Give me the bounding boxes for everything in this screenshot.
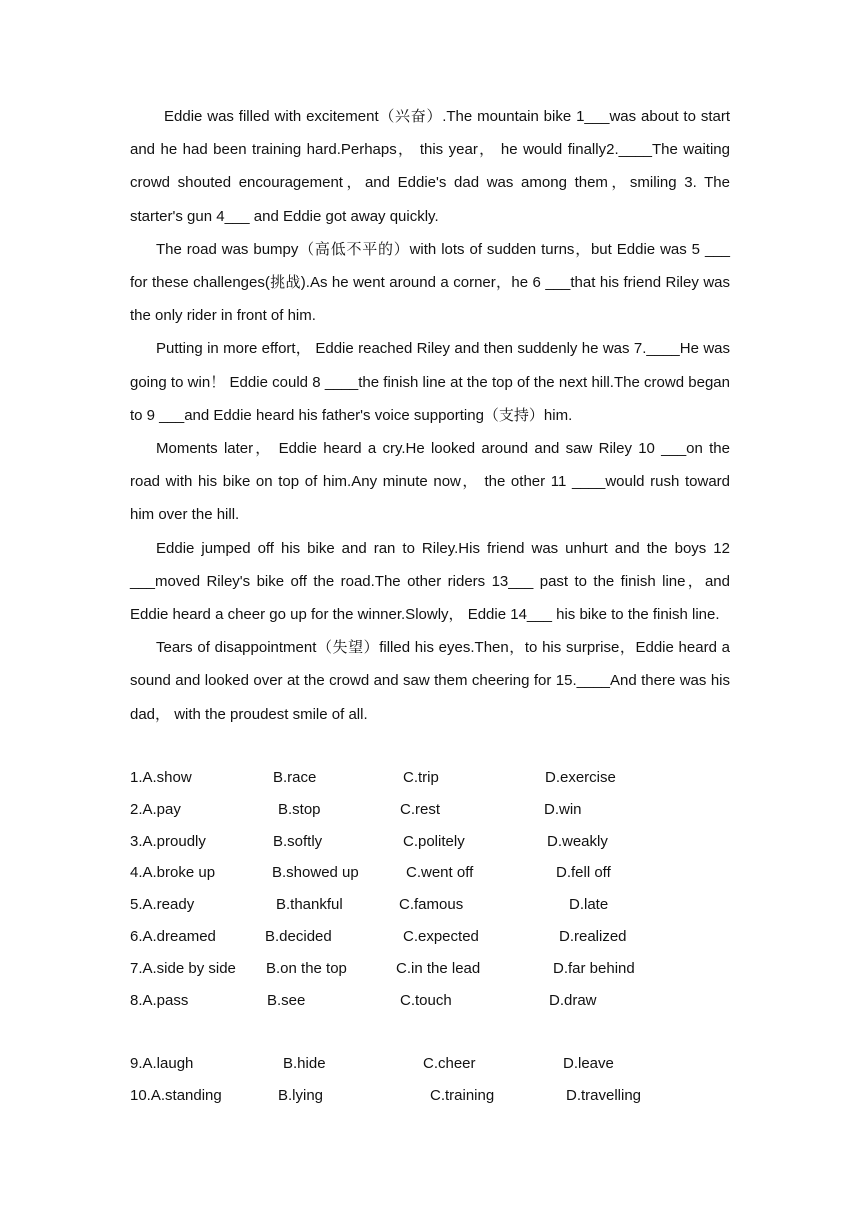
option-d: D.far behind [553, 959, 635, 977]
paragraph-4: Moments later， Eddie heard a cry.He looked around and saw Riley 10 ___on the road with his bike on top of him.Any minute now， the other 11 ____would rush toward him over the hill. [130, 440, 730, 524]
option-c: C.rest [400, 800, 441, 818]
option-a: 6.A.dreamed [130, 927, 216, 945]
option-d: D.win [544, 800, 582, 818]
option-row-8 [130, 985, 730, 1017]
option-a: 10.A.standing [130, 1086, 222, 1104]
option-row-4 [130, 857, 730, 889]
paragraph-5: Eddie jumped off his bike and ran to Riley.His friend was unhurt and the boys 12 ___moved Riley's bike off the road.The other riders 13___ past to the finish line，and Eddie heard a cheer go up for the winner.Slowly， Eddie 14___ his bike to the finish line. [130, 539, 730, 624]
option-b: B.softly [273, 832, 323, 850]
option-a: 8.A.pass [130, 991, 189, 1009]
option-b: B.see [267, 991, 306, 1009]
option-d: D.draw [549, 991, 597, 1009]
option-c: C.trip [403, 769, 439, 786]
option-row-6 [130, 921, 730, 953]
option-c: C.politely [403, 832, 465, 850]
option-b: B.lying [278, 1086, 324, 1104]
option-c: C.went off [406, 864, 474, 882]
answer-options [130, 762, 730, 1112]
option-d: D.leave [563, 1055, 614, 1073]
option-b: B.hide [283, 1055, 326, 1073]
option-b: B.decided [265, 927, 332, 945]
option-b: B.thankful [276, 896, 343, 914]
option-d: D.travelling [566, 1086, 642, 1104]
option-row-9 [130, 1048, 730, 1080]
option-a: 1.A.show [130, 769, 192, 786]
option-d: D.weakly [547, 832, 608, 850]
option-c: C.famous [399, 896, 464, 914]
option-row-2 [130, 794, 730, 826]
paragraph-3: Putting in more effort， Eddie reached Riley and then suddenly he was 7.____He was going to win！ Eddie could 8 ____the finish line at the top of the next hill.The crowd began to 9 ___and Eddie heard his father's voice supporting（支持）him. [130, 340, 730, 424]
option-d: D.exercise [545, 769, 616, 786]
option-c: C.cheer [423, 1055, 476, 1073]
option-c: C.touch [400, 991, 452, 1009]
option-a: 2.A.pay [130, 800, 181, 818]
paragraph-1: Eddie was filled with excitement（兴奋）.The mountain bike 1___was about to start and he had been training hard.Perhaps， this year， he would finally2.____The waiting crowd shouted encouragement，and Eddie's dad was among them，smiling 3. The starter's gun 4___ and Eddie got away quickly. [130, 108, 730, 225]
option-c: C.training [430, 1086, 495, 1104]
paragraph-6: Tears of disappointment（失望）filled his eyes.Then，to his surprise，Eddie heard a sound and looked over at the crowd and saw them cheering for 15.____And there was his dad， with the proudest smile of all. [130, 639, 730, 723]
option-c: C.in the lead [396, 959, 481, 977]
option-c: C.expected [403, 927, 479, 945]
paragraph-2: The road was bumpy（高低不平的）with lots of sudden turns，but Eddie was 5 ___ for these challenges(挑战).As he went around a corner，he 6 ___that his friend Riley was the only rider in front of him. [130, 240, 730, 325]
option-row-7 [130, 953, 730, 985]
option-b: B.on the top [266, 959, 347, 977]
option-b: B.stop [278, 800, 321, 818]
option-d: D.fell off [556, 864, 611, 882]
option-b: B.race [273, 769, 317, 786]
option-a: 3.A.proudly [130, 832, 206, 850]
option-a: 7.A.side by side [130, 959, 236, 977]
option-b: B.showed up [272, 864, 359, 882]
option-d: D.realized [559, 927, 627, 945]
option-d: D.late [569, 896, 609, 914]
option-row-10 [130, 1080, 730, 1112]
option-a: 9.A.laugh [130, 1055, 194, 1073]
option-a: 4.A.broke up [130, 864, 216, 882]
option-row-3 [130, 826, 730, 858]
option-row-1 [130, 762, 730, 794]
option-row-5 [130, 889, 730, 921]
option-a: 5.A.ready [130, 896, 195, 914]
passage [130, 100, 730, 731]
